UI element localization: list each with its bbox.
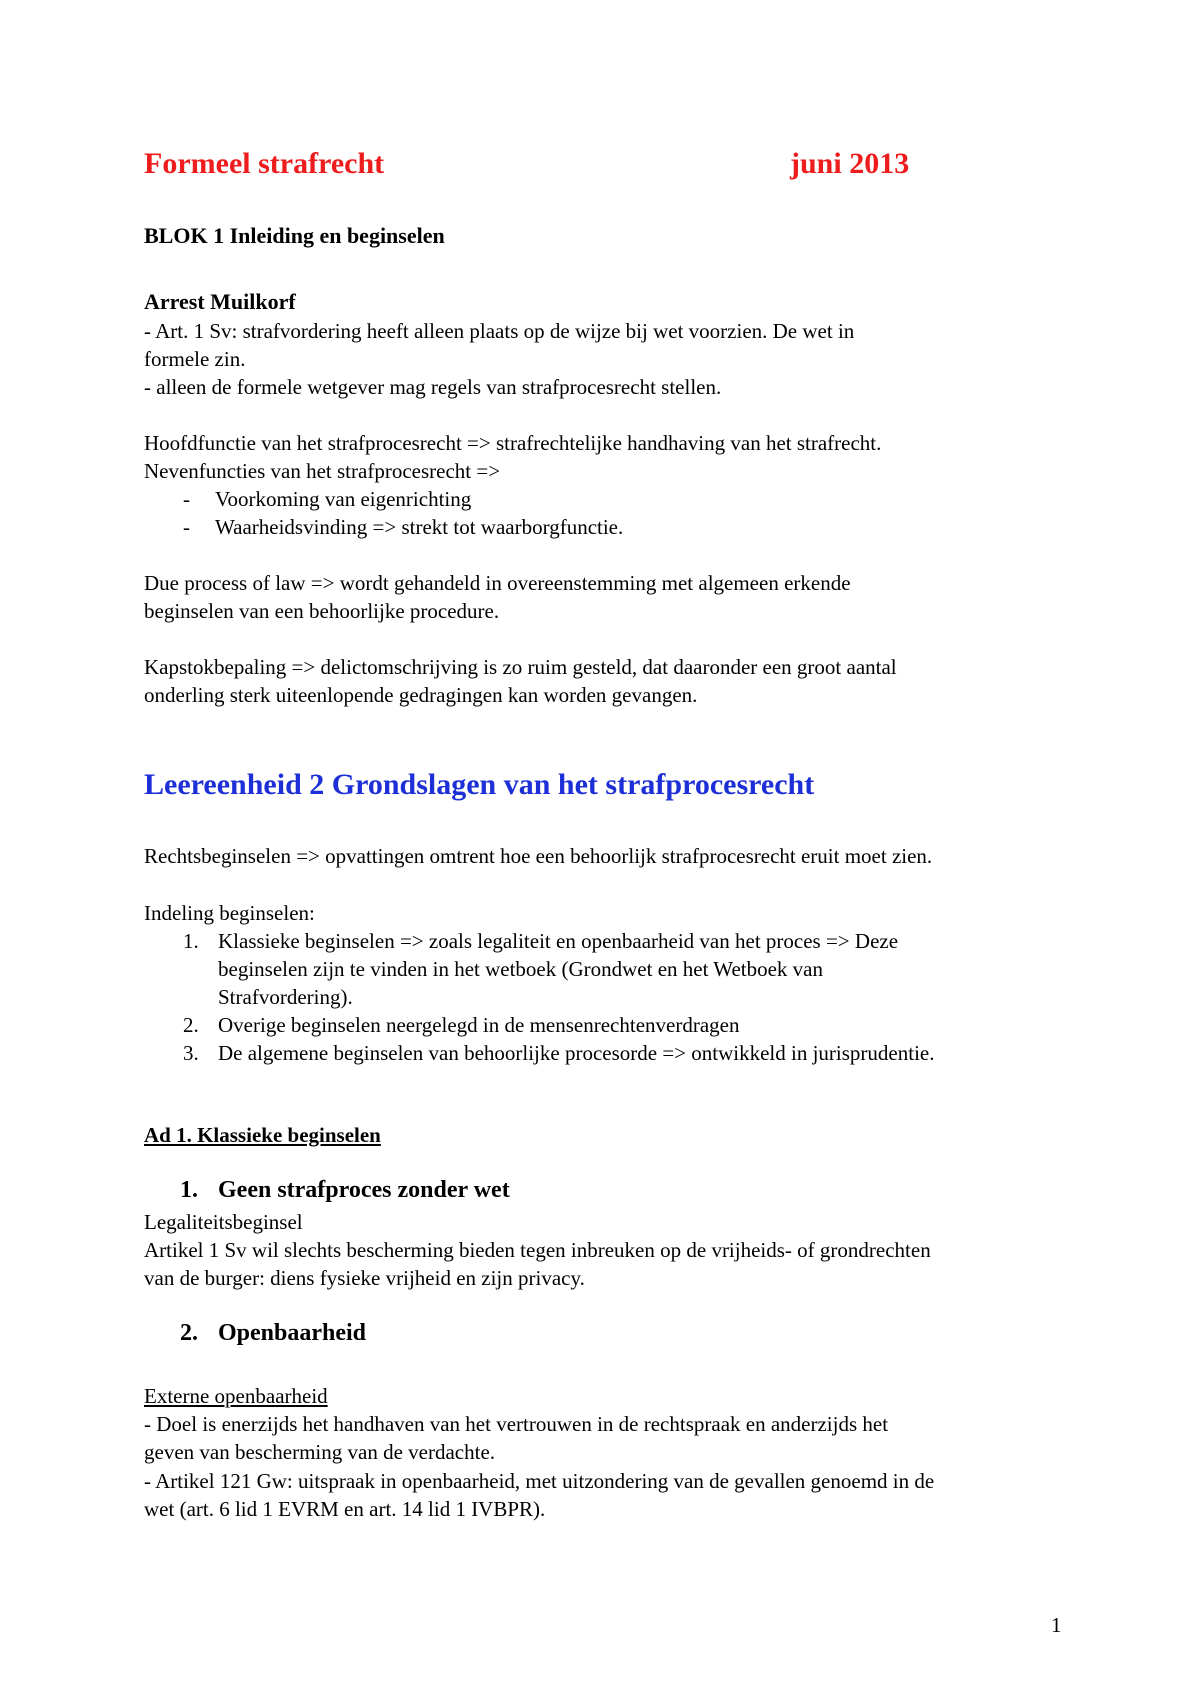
dash-bullet: - [183,487,190,511]
paragraph-line: Hoofdfunctie van het strafprocesrecht => strafrechtelijke handhaving van het strafrecht. [144,431,882,455]
subsection-title: Geen strafproces zonder wet [218,1177,510,1203]
paragraph-line: formele zin. [144,347,246,371]
numbered-item-line: De algemene beginselen van behoorlijke procesorde => ontwikkeld in jurisprudentie. [218,1041,935,1065]
paragraph-line: Legaliteitsbeginsel [144,1210,303,1234]
subsection-number: 1. [180,1177,198,1203]
paragraph-line: Due process of law => wordt gehandeld in overeenstemming met algemeen erkende [144,571,851,595]
subsection-title: Openbaarheid [218,1320,367,1346]
paragraph-line: - Doel is enerzijds het handhaven van het vertrouwen in de rechtspraak en anderzijds het [144,1412,889,1436]
paragraph-line: van de burger: diens fysieke vrijheid en zijn privacy. [144,1266,585,1290]
paragraph-line: Nevenfuncties van het strafprocesrecht => [144,459,501,483]
paragraph-line: - alleen de formele wetgever mag regels van strafprocesrecht stellen. [144,375,722,399]
paragraph-line: - Art. 1 Sv: strafvordering heeft alleen plaats op de wijze bij wet voorzien. De wet in [144,319,855,343]
numbered-item-line: Strafvordering). [218,985,353,1009]
paragraph-line: beginselen van een behoorlijke procedure. [144,599,500,623]
paragraph-line: Rechtsbeginselen => opvattingen omtrent hoe een behoorlijk strafprocesrecht eruit moet zien. [144,844,933,868]
list-item: - Voorkoming van eigenrichting [183,487,472,511]
arrest-heading: Arrest Muilkorf [144,289,296,314]
ad1-heading: Ad 1. Klassieke beginselen [144,1123,381,1147]
paragraph-line: geven van bescherming van de verdachte. [144,1440,496,1464]
numbered-item-marker: 3. [183,1041,199,1065]
list-item: - Waarheidsvinding => strekt tot waarborgfunctie. [183,515,624,539]
paragraph-line: Indeling beginselen: [144,901,315,925]
paragraph-line: Artikel 1 Sv wil slechts bescherming bieden tegen inbreuken op de vrijheids- of grondrechten [144,1238,931,1262]
subsection-number: 2. [180,1320,198,1346]
paragraph-line: onderling sterk uiteenlopende gedragingen kan worden gevangen. [144,683,698,707]
paragraph-line: Kapstokbepaling => delictomschrijving is zo ruim gesteld, dat daaronder een groot aantal [144,655,897,679]
numbered-item-line: beginselen zijn te vinden in het wetboek (Grondwet en het Wetboek van [218,957,823,981]
blok1-heading: BLOK 1 Inleiding en beginselen [144,223,445,248]
dash-bullet: - [183,515,190,539]
underlined-subheading: Externe openbaarheid [144,1384,328,1408]
numbered-item-line: Klassieke beginselen => zoals legaliteit en openbaarheid van het proces => Deze [218,929,899,953]
numbered-item-marker: 1. [183,929,199,953]
page-number: 1 [1051,1613,1062,1637]
document-date: juni 2013 [790,147,910,180]
paragraph-line: wet (art. 6 lid 1 EVRM en art. 14 lid 1 IVBPR). [144,1497,546,1521]
leereenheid2-heading: Leereenheid 2 Grondslagen van het strafprocesrecht [144,768,815,801]
numbered-item-line: Overige beginselen neergelegd in de mensenrechtenverdragen [218,1013,740,1037]
paragraph-line: - Artikel 121 Gw: uitspraak in openbaarheid, met uitzondering van de gevallen genoemd in de [144,1469,935,1493]
numbered-item-marker: 2. [183,1013,199,1037]
document-title: Formeel strafrecht [144,147,385,180]
